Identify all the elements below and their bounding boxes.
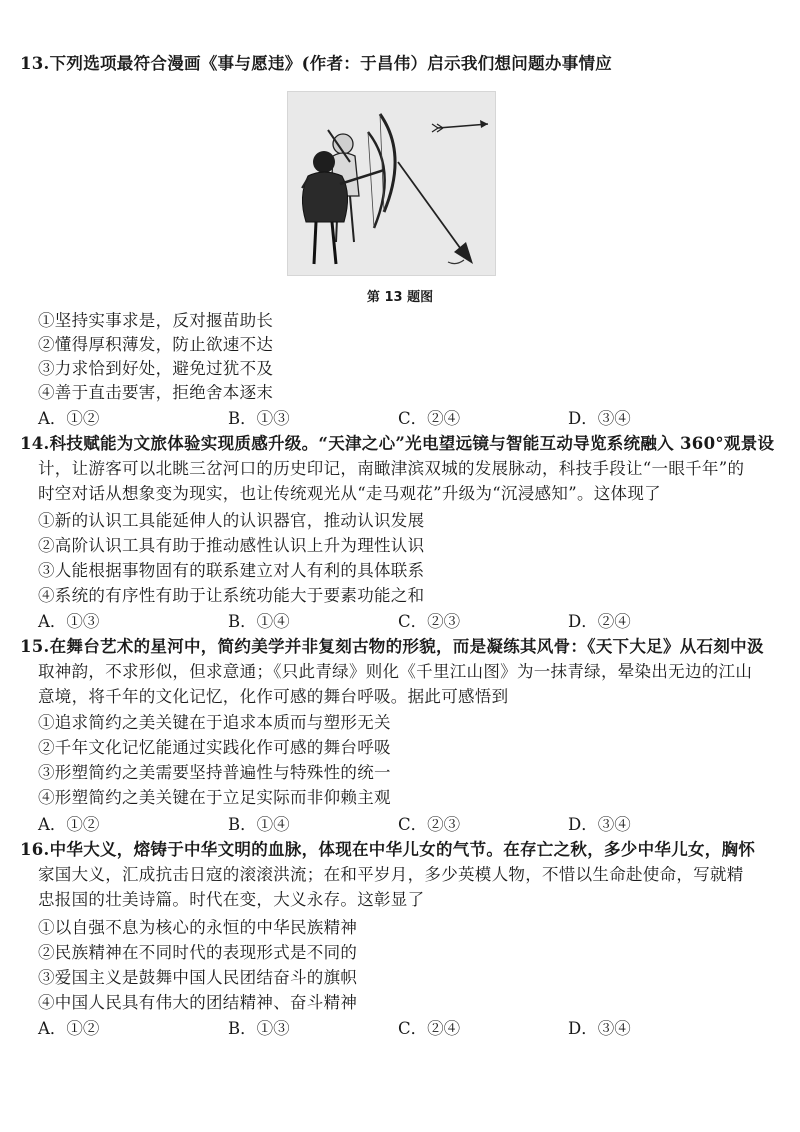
q16-stem-line-1: 16.中华大义，熔铸于中华文明的血脉，体现在中华儿女的气节。在存亡之秋，多少中华儿女，胸怀: [20, 840, 756, 859]
q15-stem-line-2: 取神韵，不求形似，但求意通；《只此青绿》则化《千里江山图》为一抹青绿，晕染出无边的江山: [38, 662, 753, 681]
q15-statement-1: ①追求简约之美关键在于追求本质而与塑形无关: [38, 713, 391, 732]
q14-statement-4: ④系统的有序性有助于让系统功能大于要素功能之和: [38, 586, 425, 605]
q14-option-b[interactable]: B．①④: [228, 612, 290, 631]
q13-figure-caption: 第 13 题图: [366, 290, 434, 305]
q15-statement-4: ④形塑简约之美关键在于立足实际而非仰赖主观: [38, 788, 391, 807]
q14-stem-line-1: 14.科技赋能为文旅体验实现质感升级。“天津之心”光电望远镜与智能互动导览系统融入 360°观景设: [20, 434, 775, 453]
q16-statement-3: ③爱国主义是鼓舞中国人民团结奋斗的旗帜: [38, 968, 358, 987]
q15-option-b[interactable]: B．①④: [228, 815, 290, 834]
q15-option-a[interactable]: A．①②: [38, 815, 100, 834]
q15-statement-2: ②千年文化记忆能通过实践化作可感的舞台呼吸: [38, 738, 391, 757]
q13-stem: 13.下列选项最符合漫画《事与愿违》(作者：于昌伟）启示我们想问题办事情应: [20, 54, 613, 73]
q16-option-c[interactable]: C．②④: [398, 1019, 461, 1038]
q14-statement-3: ③人能根据事物固有的联系建立对人有利的具体联系: [38, 561, 425, 580]
archer-cartoon-icon: [288, 92, 495, 275]
q15-stem-line-1: 15.在舞台艺术的星河中，简约美学并非复刻古物的形貌，而是凝练其风骨：《天下大足》从石刻中汲: [20, 637, 764, 656]
q15-option-d[interactable]: D．③④: [568, 815, 631, 834]
q16-option-a[interactable]: A．①②: [38, 1019, 100, 1038]
q15-statement-3: ③形塑简约之美需要坚持普遍性与特殊性的统一: [38, 763, 391, 782]
q13-cartoon-image: [287, 91, 496, 276]
q13-statement-4: ④善于直击要害，拒绝舍本逐末: [38, 383, 274, 402]
q16-option-b[interactable]: B．①③: [228, 1019, 290, 1038]
q13-statement-2: ②懂得厚积薄发，防止欲速不达: [38, 335, 274, 354]
q13-options: [38, 408, 738, 430]
q13-option-a[interactable]: A．①②: [38, 409, 100, 428]
q14-options: [38, 611, 738, 633]
q14-statement-2: ②高阶认识工具有助于推动感性认识上升为理性认识: [38, 536, 425, 555]
q14-option-d[interactable]: D．②④: [568, 612, 631, 631]
q13-statement-1: ①坚持实事求是，反对揠苗助长: [38, 311, 274, 330]
q16-statement-4: ④中国人民具有伟大的团结精神、奋斗精神: [38, 993, 358, 1012]
q16-statement-2: ②民族精神在不同时代的表现形式是不同的: [38, 943, 358, 962]
q14-statement-1: ①新的认识工具能延伸人的认识器官，推动认识发展: [38, 511, 425, 530]
q15-options: [38, 814, 738, 836]
q15-stem-line-3: 意境，将千年的文化记忆，化作可感的舞台呼吸。据此可感悟到: [38, 687, 509, 706]
q13-option-c[interactable]: C．②④: [398, 409, 461, 428]
q16-stem-line-3: 忠报国的壮美诗篇。时代在变，大义永存。这彰显了: [38, 890, 425, 909]
q14-option-c[interactable]: C．②③: [398, 612, 461, 631]
q14-stem-line-2: 计，让游客可以北眺三岔河口的历史印记，南瞰津滨双城的发展脉动，科技手段让“一眼千年”的: [38, 459, 745, 478]
q15-option-c[interactable]: C．②③: [398, 815, 461, 834]
q16-statement-1: ①以自强不息为核心的永恒的中华民族精神: [38, 918, 358, 937]
q16-stem-line-2: 家国大义，汇成抗击日寇的滚滚洪流；在和平岁月，多少英模人物，不惜以生命赴使命，写就精: [38, 865, 744, 884]
q13-option-b[interactable]: B．①③: [228, 409, 290, 428]
q16-option-d[interactable]: D．③④: [568, 1019, 631, 1038]
q13-statement-3: ③力求恰到好处，避免过犹不及: [38, 359, 274, 378]
q13-option-d[interactable]: D．③④: [568, 409, 631, 428]
q16-options: [38, 1018, 738, 1040]
q14-stem-line-3: 时空对话从想象变为现实，也让传统观光从“走马观花”升级为“沉浸感知”。这体现了: [38, 484, 661, 503]
q14-option-a[interactable]: A．①③: [38, 612, 100, 631]
